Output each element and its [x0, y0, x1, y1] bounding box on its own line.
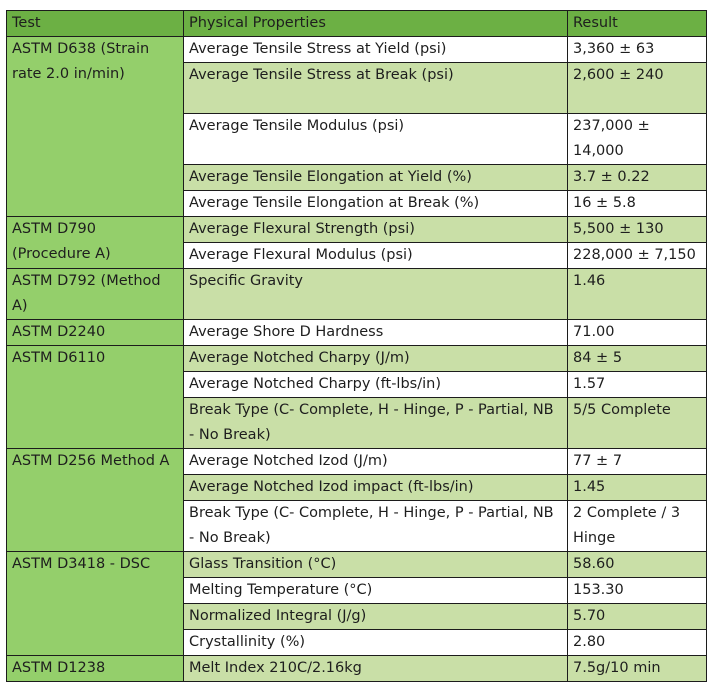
header-physical-properties: Physical Properties — [184, 11, 568, 37]
test-cell: ASTM D790 (Procedure A) — [7, 217, 184, 269]
header-row — [7, 11, 707, 37]
test-cell: ASTM D2240 — [7, 320, 184, 346]
property-cell: Average Notched Charpy (J/m) — [184, 346, 568, 372]
property-cell: Specific Gravity — [184, 269, 568, 320]
property-cell: Average Tensile Stress at Yield (psi) — [184, 37, 568, 63]
result-cell: 2 Complete / 3 Hinge — [568, 501, 707, 552]
physical-properties-table — [6, 10, 707, 682]
test-cell: ASTM D6110 — [7, 346, 184, 449]
test-cell: ASTM D256 Method A — [7, 449, 184, 552]
result-cell: 1.46 — [568, 269, 707, 320]
property-cell: Average Notched Izod (J/m) — [184, 449, 568, 475]
result-cell: 228,000 ± 7,150 — [568, 243, 707, 269]
result-cell: 1.57 — [568, 372, 707, 398]
result-cell: 2.80 — [568, 630, 707, 656]
property-cell: Average Tensile Elongation at Break (%) — [184, 191, 568, 217]
table-row — [7, 320, 707, 346]
property-cell: Break Type (C- Complete, H - Hinge, P - Partial, NB - No Break) — [184, 398, 568, 449]
table-row — [7, 269, 707, 320]
result-cell: 5,500 ± 130 — [568, 217, 707, 243]
result-cell: 77 ± 7 — [568, 449, 707, 475]
table-row — [7, 37, 707, 63]
test-cell: ASTM D1238 — [7, 656, 184, 682]
result-cell: 5.70 — [568, 604, 707, 630]
result-cell: 71.00 — [568, 320, 707, 346]
property-cell: Normalized Integral (J/g) — [184, 604, 568, 630]
result-cell: 84 ± 5 — [568, 346, 707, 372]
test-cell: ASTM D3418 - DSC — [7, 552, 184, 656]
property-cell: Average Notched Charpy (ft-lbs/in) — [184, 372, 568, 398]
result-cell: 2,600 ± 240 — [568, 63, 707, 114]
result-cell: 153.30 — [568, 578, 707, 604]
table-row — [7, 656, 707, 682]
table-row — [7, 449, 707, 475]
header-test: Test — [7, 11, 184, 37]
result-cell: 1.45 — [568, 475, 707, 501]
table-row — [7, 217, 707, 243]
result-cell: 3.7 ± 0.22 — [568, 165, 707, 191]
result-cell: 5/5 Complete — [568, 398, 707, 449]
result-cell: 58.60 — [568, 552, 707, 578]
test-cell: ASTM D638 (Strain rate 2.0 in/min) — [7, 37, 184, 217]
property-cell: Average Flexural Modulus (psi) — [184, 243, 568, 269]
property-cell: Average Tensile Elongation at Yield (%) — [184, 165, 568, 191]
property-cell: Break Type (C- Complete, H - Hinge, P - Partial, NB - No Break) — [184, 501, 568, 552]
result-cell: 16 ± 5.8 — [568, 191, 707, 217]
property-cell: Crystallinity (%) — [184, 630, 568, 656]
property-cell: Melting Temperature (°C) — [184, 578, 568, 604]
property-cell: Average Tensile Stress at Break (psi) — [184, 63, 568, 114]
test-cell: ASTM D792 (Method A) — [7, 269, 184, 320]
table-row — [7, 346, 707, 372]
table-row — [7, 552, 707, 578]
result-cell: 237,000 ± 14,000 — [568, 114, 707, 165]
result-cell: 7.5g/10 min — [568, 656, 707, 682]
property-cell: Melt Index 210C/2.16kg — [184, 656, 568, 682]
header-result: Result — [568, 11, 707, 37]
property-cell: Average Tensile Modulus (psi) — [184, 114, 568, 165]
property-cell: Average Shore D Hardness — [184, 320, 568, 346]
result-cell: 3,360 ± 63 — [568, 37, 707, 63]
property-cell: Average Notched Izod impact (ft-lbs/in) — [184, 475, 568, 501]
property-cell: Average Flexural Strength (psi) — [184, 217, 568, 243]
property-cell: Glass Transition (°C) — [184, 552, 568, 578]
